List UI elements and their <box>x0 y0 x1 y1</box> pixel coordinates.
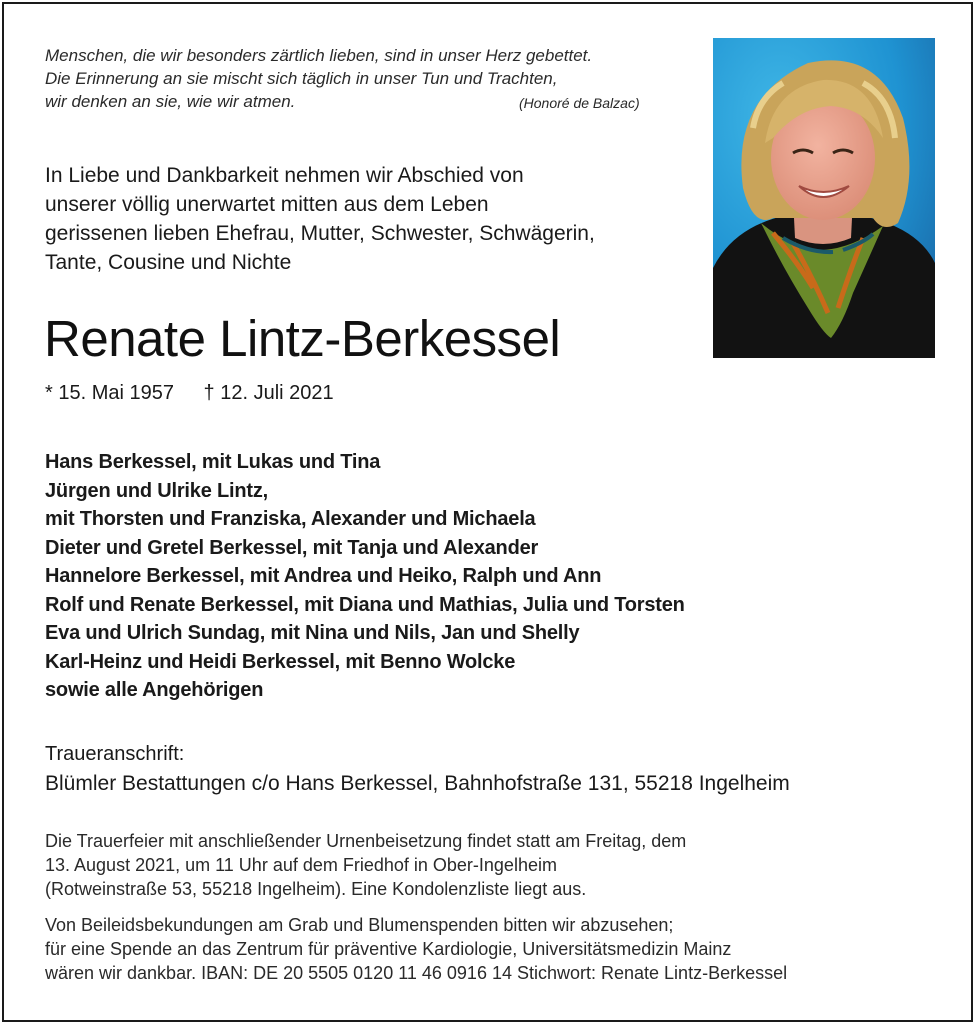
intro-line: unserer völlig unerwartet mitten aus dem Leben <box>45 193 489 216</box>
portrait-photo <box>713 38 935 358</box>
ceremony-line: 13. August 2021, um 11 Uhr auf dem Friedhof in Ober-Ingelheim <box>45 855 557 875</box>
quote-line: Menschen, die wir besonders zärtlich lieben, sind in unser Herz gebettet. <box>45 46 593 65</box>
donation-line: Von Beileidsbekundungen am Grab und Blumenspenden bitten wir abzusehen; <box>45 915 674 935</box>
donation-line: wären wir dankbar. IBAN: DE 20 5505 0120 11 46 0916 14 Stichwort: Renate Lintz-Berkessel <box>45 963 788 983</box>
death-date: † 12. Juli 2021 <box>203 382 334 404</box>
intro-line: Tante, Cousine und Nichte <box>45 251 292 274</box>
mourner-line: sowie alle Angehörigen <box>45 679 264 701</box>
address-label: Traueranschrift: <box>45 743 185 765</box>
mourner-line: Hannelore Berkessel, mit Andrea und Heiko, Ralph und Ann <box>45 565 602 587</box>
ceremony-line: Die Trauerfeier mit anschließender Urnenbeisetzung findet statt am Freitag, dem <box>45 831 687 851</box>
quote-author: (Honoré de Balzac) <box>519 95 640 111</box>
mourners-list <box>45 448 685 705</box>
portrait-illustration <box>713 38 935 358</box>
intro-line: gerissenen lieben Ehefrau, Mutter, Schwester, Schwägerin, <box>45 222 595 245</box>
mourner-line: Karl-Heinz und Heidi Berkessel, mit Benno Wolcke <box>45 650 516 673</box>
mourner-line: Rolf und Renate Berkessel, mit Diana und Mathias, Julia und Torsten <box>45 593 685 616</box>
quote-block <box>45 44 592 113</box>
ceremony-info <box>45 829 686 901</box>
mourner-line: Dieter und Gretel Berkessel, mit Tanja und Alexander <box>45 536 539 559</box>
donation-info <box>45 913 787 985</box>
ceremony-line: (Rotweinstraße 53, 55218 Ingelheim). Eine Kondolenzliste liegt aus. <box>45 879 587 899</box>
mourner-line: Hans Berkessel, mit Lukas und Tina <box>45 451 381 473</box>
life-dates <box>45 380 334 406</box>
mourner-line: Jürgen und Ulrike Lintz, <box>45 479 268 502</box>
intro-text <box>45 161 595 277</box>
mourner-line: mit Thorsten und Franziska, Alexander und Michaela <box>45 508 536 530</box>
quote-line: wir denken an sie, wie wir atmen. <box>45 92 296 111</box>
mourner-line: Eva und Ulrich Sundag, mit Nina und Nils, Jan und Shelly <box>45 622 580 644</box>
intro-line: In Liebe und Dankbarkeit nehmen wir Abschied von <box>45 164 524 187</box>
address-text: Blümler Bestattungen c/o Hans Berkessel, Bahnhofstraße 131, 55218 Ingelheim <box>45 772 790 795</box>
quote-line: Die Erinnerung an sie mischt sich täglich in unser Tun und Trachten, <box>45 69 558 88</box>
deceased-name: Renate Lintz-Berkessel <box>44 310 561 367</box>
birth-date: * 15. Mai 1957 <box>45 382 174 404</box>
donation-line: für eine Spende an das Zentrum für präventive Kardiologie, Universitätsmedizin Mainz <box>45 939 732 959</box>
